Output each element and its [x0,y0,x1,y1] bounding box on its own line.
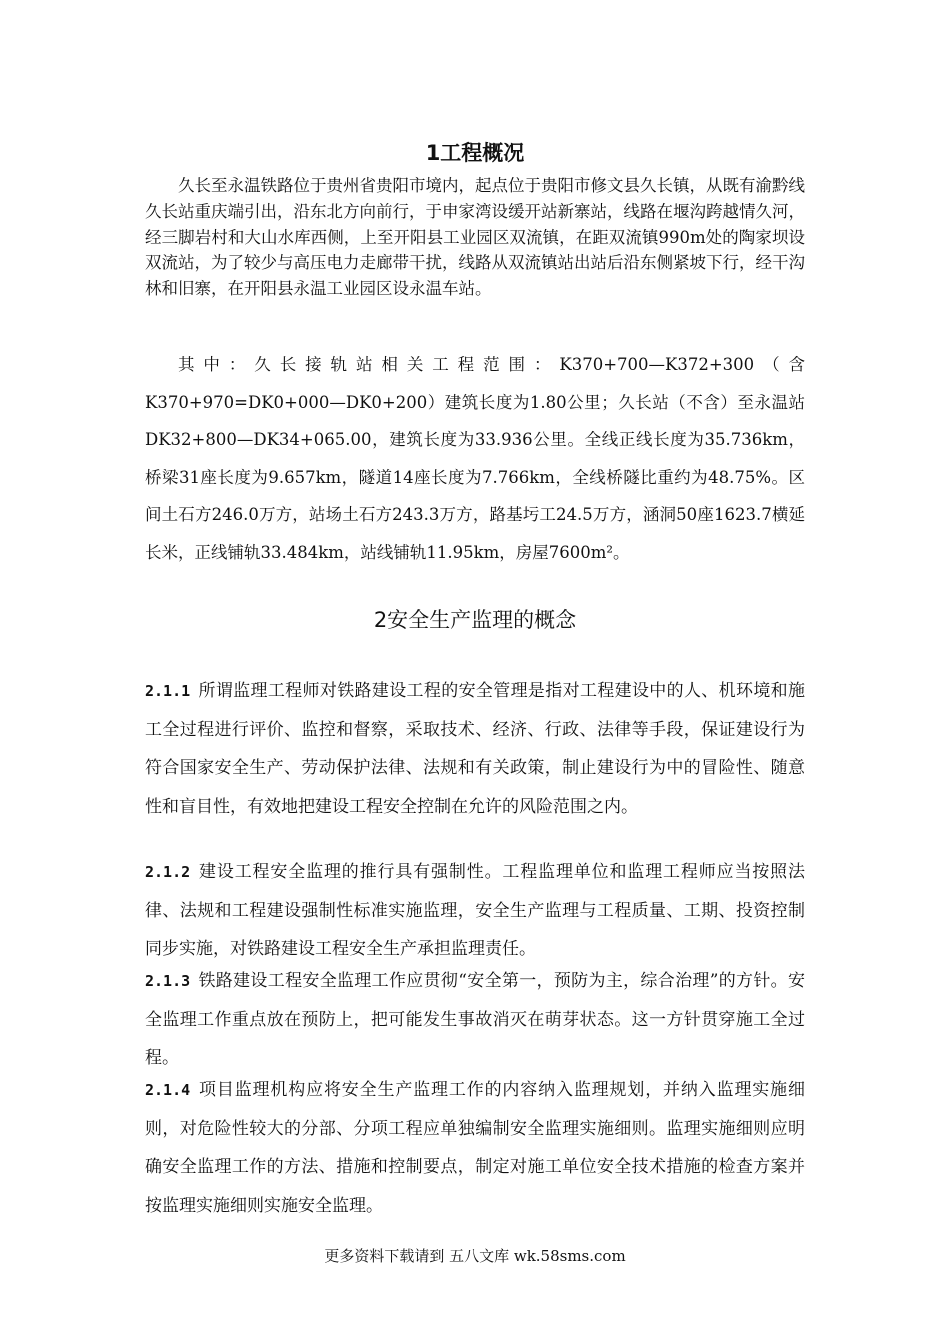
clause-number: 2.1.4 [145,1081,191,1099]
clause-text: 所谓监理工程师对铁路建设工程的安全管理是指对工程建设中的人、机环境和施工全过程进行评价、监控和督察，采取技术、经济、行政、法律等手段，保证建设行为符合国家安全生产、劳动保护法律、法规和有关政策，制止建设行为中的冒险性、随意性和盲目性，有效地把建设工程安全控制在允许的风险范围之内。 [145,681,805,818]
clause-number: 2.1.3 [145,972,191,990]
clause-2-1-2 [145,853,805,969]
clause-number: 2.1.1 [145,682,191,700]
section1-paragraph-1: 久长至永温铁路位于贵州省贵阳市境内，起点位于贵阳市修文县久长镇，从既有渝黔线久长站重庆端引出，沿东北方向前行，于申家湾设缓开站新寨站，线路在堰沟跨越情久河，经三脚岩村和大山水库西侧，上至开阳县工业园区双流镇，在距双流镇990m处的陶家坝设双流站，为了较少与高压电力走廊带干扰，线路从双流镇站出站后沿东侧紧坡下行，经干沟林和旧寨，在开阳县永温工业园区设永温车站。 [145,176,805,299]
section1-paragraph-2: 其中：久长接轨站相关工程范围：K370+700—K372+300（含K370+970=DK0+000—DK0+200）建筑长度为1.80公里；久长站（不含）至永温站DK32+800—DK34+065.00，建筑长度为33.936公里。全线正线长度为35.736km，桥梁31座长度为9.657km，隧道14座长度为7.766km，全线桥隧比重约为48.75%。区间土石方246.0万方，站场土石方243.3万方，路基圬工24.5万方，涵洞50座1623.7横延长米，正线铺轨33.484km，站线铺轨11.95km，房屋7600m²。 [145,355,805,562]
clause-number: 2.1.2 [145,863,191,881]
clause-text: 项目监理机构应将安全生产监理工作的内容纳入监理规划，并纳入监理实施细则，对危险性较大的分部、分项工程应单独编制安全监理实施细则。监理实施细则应明确安全监理工作的方法、措施和控制要点，制定对施工单位安全技术措施的检查方案并按监理实施细则实施安全监理。 [145,1080,805,1217]
section2-title: 2安全生产监理的概念 [373,608,577,632]
footer-download-note: 更多资料下载请到 五八文库 wk.58sms.com [324,1247,626,1265]
clause-2-1-4 [145,1071,805,1226]
section1-title: 1工程概况 [425,141,525,165]
clause-2-1-3 [145,962,805,1078]
clause-2-1-1 [145,672,805,827]
clause-text: 铁路建设工程安全监理工作应贯彻“安全第一，预防为主，综合治理”的方针。安全监理工作重点放在预防上，把可能发生事故消灭在萌芽状态。这一方针贯穿施工全过程。 [145,971,805,1069]
clause-text: 建设工程安全监理的推行具有强制性。工程监理单位和监理工程师应当按照法律、法规和工程建设强制性标准实施监理，安全生产监理与工程质量、工期、投资控制同步实施，对铁路建设工程安全生产承担监理责任。 [145,862,805,960]
